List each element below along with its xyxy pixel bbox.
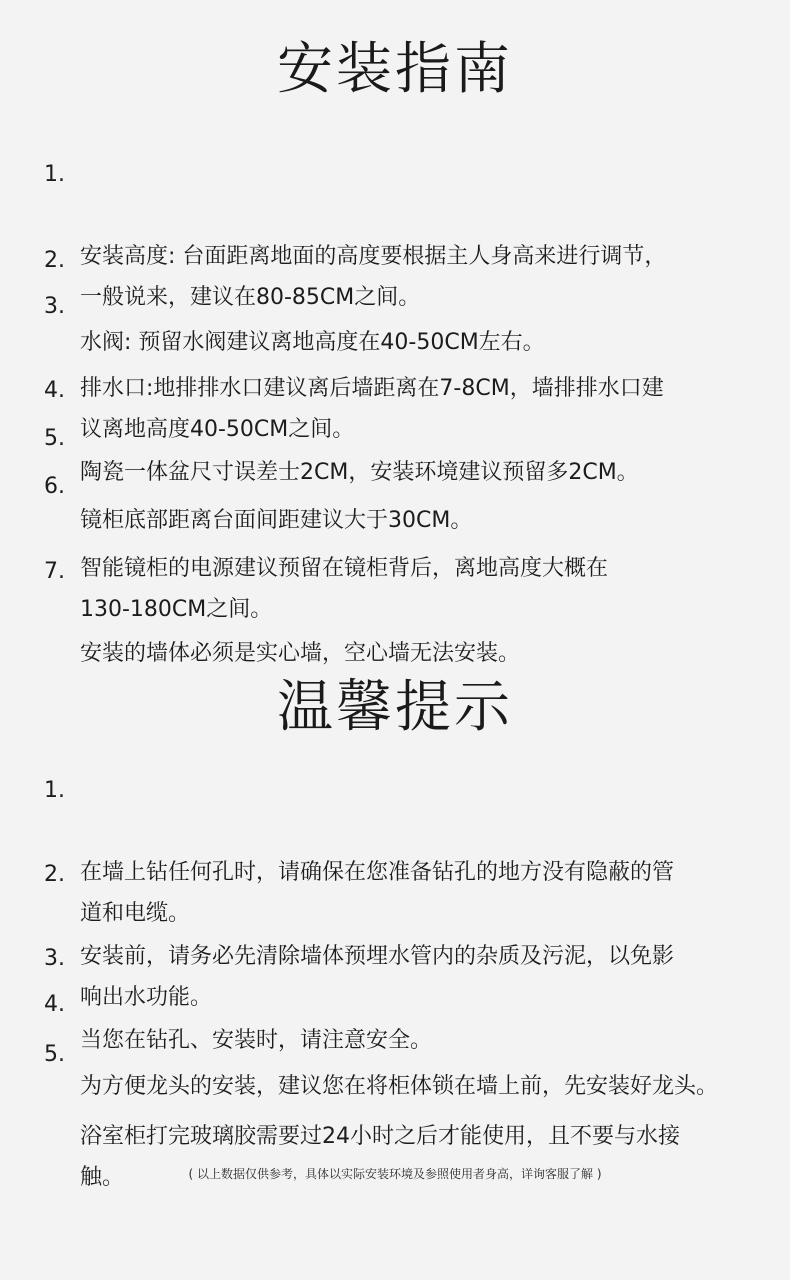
item-line: 响出水功能。: [80, 985, 213, 1010]
item-number: 4.: [44, 378, 65, 403]
item-line: 为方便龙头的安装，建议您在将柜体锁在墙上前，先安装好龙头。: [80, 1074, 719, 1099]
item-number: 3.: [44, 294, 65, 319]
item-number: 7.: [44, 559, 65, 584]
item-number: 5.: [44, 426, 65, 451]
item-number: 6.: [44, 474, 65, 499]
item-line: 道和电缆。: [80, 901, 191, 926]
item-number: 2.: [44, 862, 65, 887]
tips-title: 温馨提示: [277, 675, 513, 740]
item-line: 镜柜底部距离台面间距建议大于30CM。: [80, 508, 473, 533]
item-line: 议离地高度40-50CM之间。: [80, 417, 355, 442]
item-line: 触。: [80, 1165, 125, 1190]
item-line: 在墙上钻任何孔时，请确保在您准备钻孔的地方没有隐蔽的管: [80, 860, 675, 885]
item-line: 当您在钻孔、安装时，请注意安全。: [80, 1028, 433, 1053]
item-line: 安装前，请务必先清除墙体预埋水管内的杂质及污泥，以免影: [80, 944, 675, 969]
footnote: ( 以上数据仅供参考，具体以实际安装环境及参照使用者身高，详询客服了解 ): [188, 1167, 602, 1181]
item-line: 排水口:地排排水口建议离后墙距离在7-8CM，墙排排水口建: [80, 376, 664, 401]
item-line: 水阀: 预留水阀建议离地高度在40-50CM左右。: [80, 330, 545, 355]
item-line: 安装的墙体必须是实心墙，空心墙无法安装。: [80, 641, 521, 666]
item-line: 陶瓷一体盆尺寸误差士2CM，安装环境建议预留多2CM。: [80, 460, 639, 485]
item-number: 4.: [44, 992, 65, 1017]
item-number: 5.: [44, 1042, 65, 1067]
item-line: 安装高度: 台面距离地面的高度要根据主人身高来进行调节，: [80, 244, 667, 269]
item-line: 130-180CM之间。: [80, 597, 273, 622]
item-line: 浴室柜打完玻璃胶需要过24小时之后才能使用，且不要与水接: [80, 1124, 680, 1149]
item-number: 1.: [44, 778, 65, 803]
item-line: 智能镜柜的电源建议预留在镜柜背后，离地高度大概在: [80, 556, 609, 581]
item-line: 一般说来，建议在80-85CM之间。: [80, 285, 421, 310]
install-guide-title: 安装指南: [277, 37, 513, 102]
item-number: 3.: [44, 946, 65, 971]
item-number: 2.: [44, 248, 65, 273]
item-number: 1.: [44, 162, 65, 187]
